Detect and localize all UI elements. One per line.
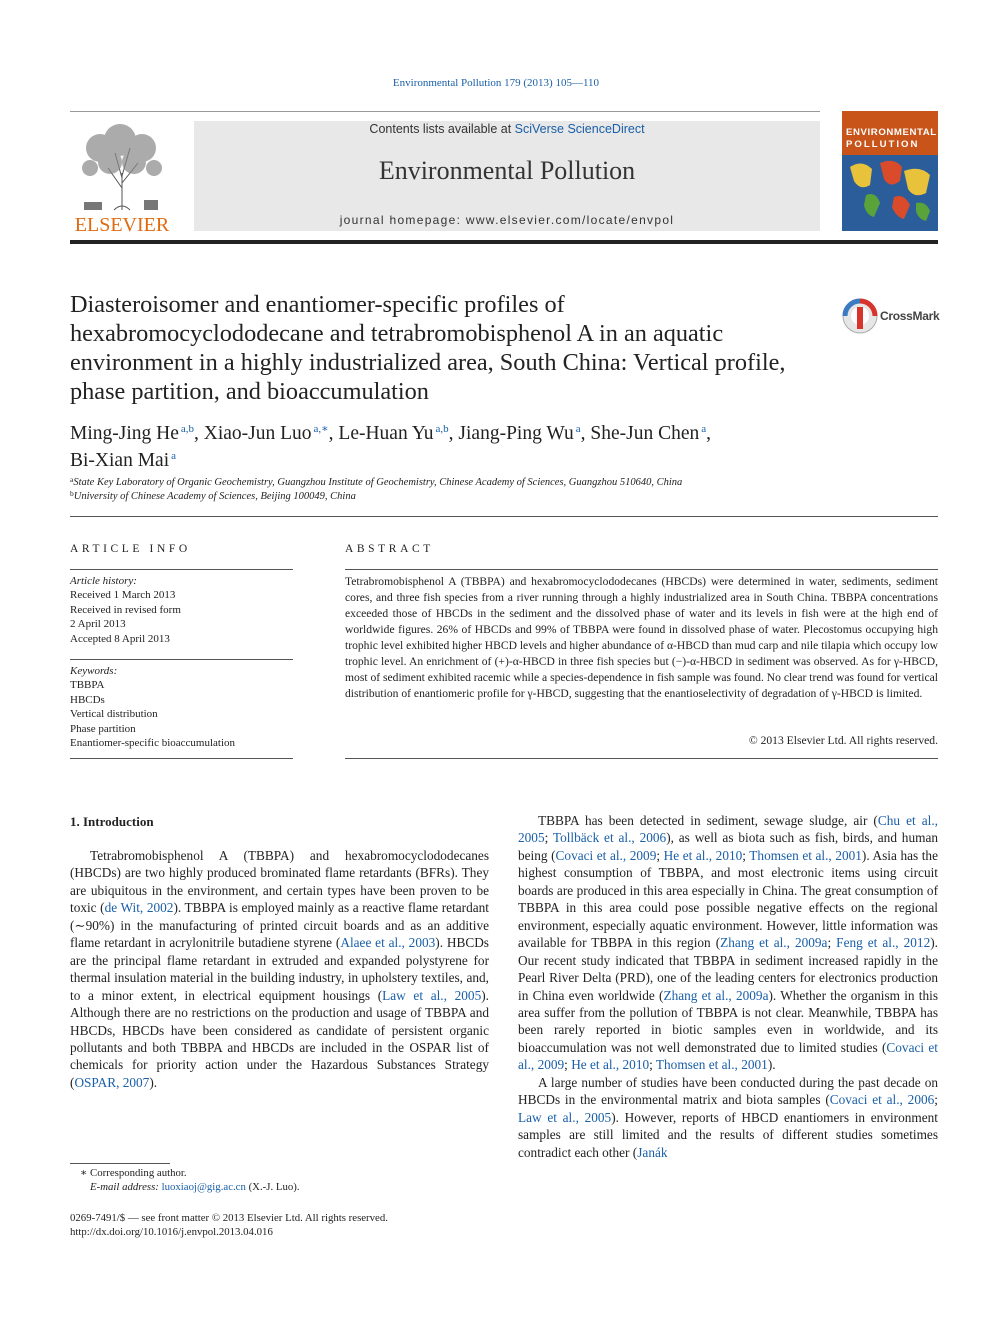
- body-column-left: [70, 847, 489, 1091]
- intro-heading: 1. Introduction: [70, 814, 154, 829]
- citation-link[interactable]: Tollbäck et al., 2006: [552, 830, 667, 846]
- history-item: Accepted 8 April 2013: [70, 632, 170, 645]
- email-label: E-mail address:: [90, 1181, 162, 1193]
- citation-link[interactable]: Covaci et al., 2009: [518, 1039, 938, 1073]
- keyword-item: HBCDs: [70, 693, 105, 706]
- intro-paragraph: Tetrabromobisphenol A (TBBPA) and hexabromocyclododecanes (HBCDs) are two highly produced brominated flame retardants (BFRs). They are ubiquitous in the environment, and certain types have been proven to be toxic (de Wit, 2002). TBBPA is employed mainly as a reactive flame retardant (∼90%) in the manufacturing of printed circuit boards and as an additive flame retardant in acrylonitrile butadiene styrene (Alaee et al., 2003). HBCDs are the principal flame retardant in extruded and expanded polystyrene for thermal insulation material in the building industry, in upholstery textiles, and, to a minor extent, in electrical equipment housings (Law et al., 2005). Although there are no restrictions on the production and usage of TBBPA and HBCDs, HBCDs have been considered as candidate of persistent organic pollutants and both TBBPA and HBCDs are included in the OSPAR list of chemicals for priority action under the Hazardous Substances Strategy (OSPAR, 2007).: [70, 848, 489, 1090]
- keyword-item: Enantiomer-specific bioaccumulation: [70, 737, 236, 750]
- author-affiliation-mark[interactable]: a: [701, 423, 707, 435]
- affiliation-b: [70, 489, 356, 502]
- email-suffix: (X.-J. Luo).: [245, 1181, 300, 1193]
- affiliation-text: State Key Laboratory of Organic Geochemistry, Guangzhou Institute of Geochemistry, Chinese Academy of Sciences, Guangzhou 510640, China: [73, 477, 683, 488]
- citation-link[interactable]: Chu et al., 2005: [518, 813, 938, 846]
- crossmark-label[interactable]: CrossMark: [880, 309, 940, 323]
- header-rule: [70, 111, 820, 112]
- keyword-item: Vertical distribution: [70, 708, 158, 721]
- header-thick-rule: [70, 240, 938, 244]
- abstract-rule: [345, 758, 938, 759]
- affiliation-a: [70, 475, 682, 488]
- info-rule: [70, 569, 293, 570]
- issn-line: 0269-7491/$ — see front matter © 2013 Elsevier Ltd. All rights reserved.: [70, 1212, 388, 1224]
- history-item: 2 April 2013: [70, 618, 126, 631]
- section-rule: [70, 516, 938, 517]
- citation-link[interactable]: Covaci et al., 2009: [555, 847, 657, 863]
- history-item: Received 1 March 2013: [70, 589, 176, 602]
- abstract-rule: [345, 569, 938, 570]
- citation-link[interactable]: Law et al., 2005: [518, 1109, 612, 1125]
- citation-link[interactable]: He et al., 2010: [663, 847, 743, 863]
- citation-link[interactable]: Alaee et al., 2003: [340, 935, 436, 951]
- author-list: Ming-Jing He $^{a,b}$, Xiao-Jun Luo $^{a,∗}$, Le-Huan Yu $^{a,b}$, Jiang-Ping Wu $^a$, She-Jun Chen $^a$, Bi-Xian Mai $^a$: [70, 423, 712, 471]
- sciencedirect-link[interactable]: SciVerse ScienceDirect: [514, 122, 645, 136]
- intro-paragraph: A large number of studies have been conducted during the past decade on HBCDs in the environmental matrix and biota samples (Covaci et al., 2006; Law et al., 2005). However, reports of HBCD enantiomers in environment samples are still limited and the results of different studies sometimes contradict each other (Janák: [518, 1074, 938, 1160]
- article-title: Diasteroisomer and enantiomer-specific profiles of hexabromocyclododecane and tetrabromobisphenol A in an aquatic environment in a highly industrialized area, South China: Vertical profile, phase partition, and bioaccumulation: [70, 291, 786, 405]
- abstract-heading: ABSTRACT: [345, 543, 434, 555]
- journal-homepage[interactable]: journal homepage: www.elsevier.com/locate/envpol: [339, 213, 675, 227]
- citation-link[interactable]: Janák: [637, 1144, 668, 1160]
- corresponding-author-note: ∗ Corresponding author.: [80, 1167, 187, 1179]
- email-note: [70, 1181, 300, 1193]
- citation-link[interactable]: Feng et al., 2012: [836, 935, 931, 951]
- abstract-body: Tetrabromobisphenol A (TBBPA) and hexabromocyclododecanes (HBCDs) were determined in water, sediments, sediment cores, and three fish species from a river running through a highly industrialized area in South China. TBBPA concentrations exceeded those of HBCDs in the sediment and the dissolved phase of water and its levels in fish were at the high end of worldwide figures. 26% of HBCDs and 99% of TBBPA were found in dissolved phase of water. Plecostomus occupying high trophic level exhibited higher HBCD levels and higher abundance of α-HBCD than mud carp and nile tilapia which occupy low trophic level. An enrichment of (+)-α-HBCD in three fish species but (−)-α-HBCD in sediment was observed. As for γ-HBCD, most of sediment exhibited racemic while a species-dependence in fish sample was found. No clear trend was found for vertical distribution of enantiomeric profile for γ-HBCD, suggesting that the enantioselectivity of degradation of γ-HBCD is limited.: [345, 575, 939, 700]
- elsevier-wordmark: ELSEVIER: [74, 214, 170, 234]
- intro-paragraph: TBBPA has been detected in sediment, sewage sludge, air (Chu et al., 2005; Tollbäck et al., 2006), as well as biota such as fish, birds, and human being (Covaci et al., 2009; He et al., 2010; Thomsen et al., 2001). Asia has the highest consumption of TBBPA, and most electronic items using circuit boards are produced in this area especially in China. The great consumption of TBBPA in this area could pose possible negative effects on the regional environment, especially aquatic environment. However, little information was available for TBBPA in this region (Zhang et al., 2009a; Feng et al., 2012). Our recent study indicated that TBBPA in sediment increased rapidly in the Pearl River Delta (PRD), one of the leading centers for electronics production in China even worldwide (Zhang et al., 2009a). Whether the organism in this area suffer from the pollution of TBBPA is not clear. Meanwhile, TBBPA has been rarely reported in biotic samples even in worldwide, and its bioaccumulation was not well demonstrated due to limited studies (Covaci et al., 2009; He et al., 2010; Thomsen et al., 2001).: [518, 813, 938, 1073]
- body-column-right: [518, 812, 938, 1161]
- contents-prefix: Contents lists available at: [369, 122, 515, 136]
- crossmark-icon: [840, 297, 880, 337]
- citation-link[interactable]: Thomsen et al., 2001: [655, 1057, 768, 1073]
- author-affiliation-mark[interactable]: a,b: [435, 423, 449, 435]
- footnote-rule: [70, 1163, 170, 1164]
- abstract-copyright: © 2013 Elsevier Ltd. All rights reserved.: [748, 734, 938, 747]
- author-affiliation-mark[interactable]: a,b: [180, 423, 195, 435]
- citation-link[interactable]: Covaci et al., 2006: [829, 1092, 935, 1108]
- history-label: Article history:: [70, 575, 137, 587]
- journal-citation-link[interactable]: Environmental Pollution 179 (2013) 105—110: [392, 77, 600, 89]
- keyword-item: TBBPA: [70, 679, 105, 692]
- keyword-item: Phase partition: [70, 722, 136, 735]
- email-link[interactable]: luoxiaoj@gig.ac.cn: [161, 1181, 246, 1193]
- contents-line: [194, 122, 820, 136]
- doi-link[interactable]: http://dx.doi.org/10.1016/j.envpol.2013.04.016: [70, 1226, 273, 1238]
- citation-link[interactable]: Zhang et al., 2009a: [663, 987, 769, 1003]
- author-affiliation-mark[interactable]: a: [575, 423, 581, 435]
- author-name[interactable]: Ming-Jing He: [70, 423, 179, 444]
- cover-title: [842, 127, 938, 151]
- author-name[interactable]: Xiao-Jun Luo: [203, 423, 312, 444]
- journal-cover-image[interactable]: [842, 111, 938, 231]
- affiliation-mark: a: [70, 475, 74, 484]
- keywords-label: Keywords:: [70, 665, 118, 677]
- author-name[interactable]: She-Jun Chen: [590, 423, 700, 444]
- info-rule: [70, 659, 293, 660]
- history-item: Received in revised form: [70, 603, 181, 616]
- article-info-heading: ARTICLE INFO: [70, 543, 191, 555]
- author-affiliation-mark[interactable]: a: [171, 450, 176, 462]
- author-name[interactable]: Le-Huan Yu: [338, 423, 434, 444]
- citation-link[interactable]: Zhang et al., 2009a: [720, 935, 828, 951]
- affiliation-mark: b: [70, 489, 74, 498]
- citation-link[interactable]: Thomsen et al., 2001: [749, 847, 862, 863]
- cover-title-line2: POLLUTION: [846, 139, 920, 150]
- author-name[interactable]: Jiang-Ping Wu: [458, 423, 574, 444]
- info-rule: [70, 758, 293, 759]
- author-name[interactable]: Bi-Xian Mai: [70, 450, 170, 471]
- cover-title-line1: ENVIRONMENTAL: [846, 127, 937, 138]
- journal-name: Environmental Pollution: [378, 156, 636, 185]
- citation-link[interactable]: Law et al., 2005: [382, 987, 482, 1003]
- author-affiliation-mark[interactable]: a,∗: [313, 423, 329, 435]
- citation-link[interactable]: de Wit, 2002: [104, 900, 174, 916]
- keywords: [70, 664, 235, 750]
- citation-link[interactable]: He et al., 2010: [571, 1057, 650, 1073]
- article-history: [70, 574, 181, 646]
- citation-link[interactable]: OSPAR, 2007: [74, 1074, 150, 1090]
- elsevier-logo[interactable]: [70, 118, 174, 234]
- affiliation-text: University of Chinese Academy of Sciences, Beijing 100049, China: [73, 491, 356, 502]
